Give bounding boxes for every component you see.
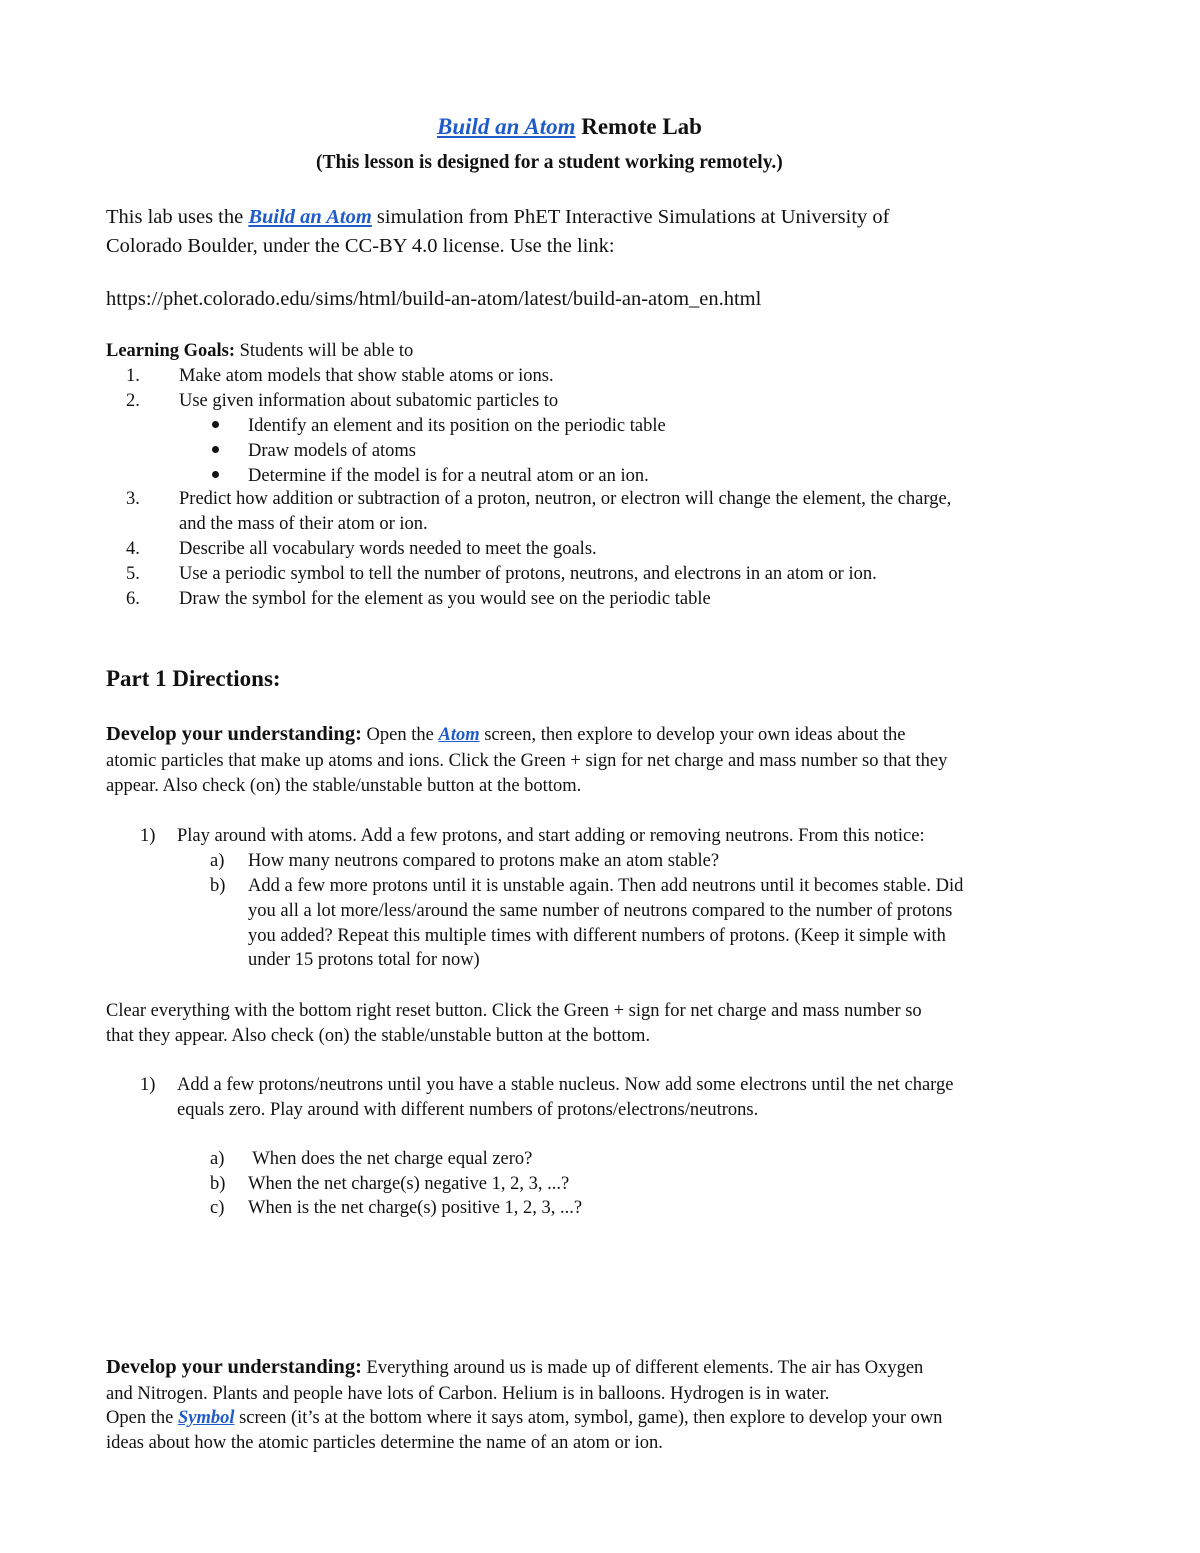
question-2c bbox=[210, 1199, 582, 1218]
title-text: Remote Lab bbox=[575, 114, 702, 139]
question-1 bbox=[140, 827, 925, 846]
goal-item-3 bbox=[126, 490, 951, 509]
goal-number: 5. bbox=[126, 564, 140, 584]
learning-goals-heading bbox=[106, 342, 413, 361]
dev1-line-2: atomic particles that make up atoms and ions. Click the Green + sign for net charge and mass number so that they bbox=[106, 751, 948, 771]
doc-subtitle: (This lesson is designed for a student working remotely.) bbox=[316, 152, 783, 173]
build-an-atom-intro-link[interactable]: Build an Atom bbox=[248, 206, 372, 228]
goal-item-1 bbox=[126, 367, 554, 386]
bullet-text: Identify an element and its position on the periodic table bbox=[248, 416, 666, 436]
bullet-text: Draw models of atoms bbox=[248, 441, 417, 461]
question-number: 1) bbox=[140, 1075, 156, 1095]
dev2-line-4: ideas about how the atomic particles determine the name of an atom or ion. bbox=[106, 1433, 663, 1453]
goal-text: Describe all vocabulary words needed to meet the goals. bbox=[179, 539, 597, 559]
dev2-line-3 bbox=[106, 1409, 942, 1428]
doc-title bbox=[437, 115, 702, 138]
question-text: When is the net charge(s) positive 1, 2, 3, ...? bbox=[248, 1198, 583, 1218]
clear-line-1: Clear everything with the bottom right reset button. Click the Green + sign for net charge and mass number so bbox=[106, 1001, 922, 1021]
learning-goals-label: Learning Goals: bbox=[106, 341, 235, 361]
question-text: When the net charge(s) negative 1, 2, 3, ...? bbox=[248, 1174, 570, 1194]
part1-heading: Part 1 Directions: bbox=[106, 666, 281, 691]
question-text: Add a few more protons until it is unstable again. Then add neutrons until it becomes stable. Did bbox=[248, 876, 964, 896]
symbol-screen-link[interactable]: Symbol bbox=[177, 1408, 235, 1428]
goal-number: 3. bbox=[126, 489, 140, 509]
goal-number: 6. bbox=[126, 589, 140, 609]
question-number: 1) bbox=[140, 826, 156, 846]
question-2 bbox=[140, 1076, 953, 1095]
goal-bullet-3 bbox=[212, 467, 649, 486]
intro-line-1 bbox=[106, 207, 890, 228]
question-1b-line-2: you all a lot more/less/around the same number of neutrons compared to the number of protons bbox=[248, 901, 953, 921]
goal-item-6 bbox=[126, 590, 711, 609]
question-text: How many neutrons compared to protons make an atom stable? bbox=[248, 851, 720, 871]
question-letter: a) bbox=[210, 851, 225, 871]
dev2-pre: Open the bbox=[106, 1408, 178, 1428]
goal-text: Make atom models that show stable atoms or ions. bbox=[179, 366, 554, 386]
goal-text: Use a periodic symbol to tell the number of protons, neutrons, and electrons in an atom or ion. bbox=[179, 564, 877, 584]
goal-bullet-1 bbox=[212, 417, 666, 436]
dev1-pre: Open the bbox=[361, 725, 439, 745]
question-2a bbox=[210, 1150, 532, 1169]
dev2-label: Develop your understanding: bbox=[106, 1356, 362, 1378]
dev2-line-2: and Nitrogen. Plants and people have lots of Carbon. Helium is in balloons. Hydrogen is in water. bbox=[106, 1384, 830, 1404]
simulation-url: https://phet.colorado.edu/sims/html/build-an-atom/latest/build-an-atom_en.html bbox=[106, 288, 762, 310]
dev2-line-1 bbox=[106, 1357, 923, 1378]
question-1b bbox=[210, 877, 963, 896]
bullet-text: Determine if the model is for a neutral atom or an ion. bbox=[248, 466, 649, 486]
dev2-post: screen (it’s at the bottom where it says atom, symbol, game), then explore to develop your own bbox=[234, 1408, 943, 1428]
question-letter: b) bbox=[210, 1174, 226, 1194]
build-an-atom-title-link[interactable]: Build an Atom bbox=[437, 114, 576, 139]
goal-text: Draw the symbol for the element as you would see on the periodic table bbox=[179, 589, 711, 609]
bullet-icon bbox=[212, 471, 219, 478]
goal-number: 4. bbox=[126, 539, 140, 559]
learning-goals-text: Students will be able to bbox=[235, 341, 414, 361]
goal-text: Use given information about subatomic particles to bbox=[179, 391, 559, 411]
goal-item-2 bbox=[126, 392, 558, 411]
question-1b-line-4: under 15 protons total for now) bbox=[248, 950, 480, 970]
question-2-line-2: equals zero. Play around with different numbers of protons/electrons/neutrons. bbox=[177, 1100, 759, 1120]
question-text: Add a few protons/neutrons until you have a stable nucleus. Now add some electrons until the net charge bbox=[177, 1075, 954, 1095]
goal-item-4 bbox=[126, 540, 597, 559]
question-letter: c) bbox=[210, 1198, 225, 1218]
goal-bullet-2 bbox=[212, 442, 416, 461]
atom-screen-link[interactable]: Atom bbox=[438, 725, 480, 745]
intro-line-2: Colorado Boulder, under the CC-BY 4.0 license. Use the link: bbox=[106, 235, 615, 257]
goal-number: 2. bbox=[126, 391, 140, 411]
question-1a bbox=[210, 852, 719, 871]
question-text: When does the net charge equal zero? bbox=[248, 1149, 533, 1169]
bullet-icon bbox=[212, 446, 219, 453]
dev2-text: Everything around us is made up of different elements. The air has Oxygen bbox=[361, 1358, 924, 1378]
goal-text: and the mass of their atom or ion. bbox=[179, 514, 428, 534]
dev1-line-1 bbox=[106, 724, 906, 745]
intro-pre: This lab uses the bbox=[106, 206, 249, 228]
intro-post: simulation from PhET Interactive Simulations at University of bbox=[371, 206, 890, 228]
dev1-line-3: appear. Also check (on) the stable/unstable button at the bottom. bbox=[106, 776, 582, 796]
question-letter: a) bbox=[210, 1149, 225, 1169]
goal-item-5 bbox=[126, 565, 877, 584]
bullet-icon bbox=[212, 421, 219, 428]
question-letter: b) bbox=[210, 876, 226, 896]
dev1-post: screen, then explore to develop your own ideas about the bbox=[479, 725, 906, 745]
clear-line-2: that they appear. Also check (on) the stable/unstable button at the bottom. bbox=[106, 1026, 651, 1046]
question-2b bbox=[210, 1175, 569, 1194]
dev1-label: Develop your understanding: bbox=[106, 723, 362, 745]
question-1b-line-3: you added? Repeat this multiple times with different numbers of protons. (Keep it simple with bbox=[248, 926, 946, 946]
goal-number: 1. bbox=[126, 366, 140, 386]
goal-item-3-cont bbox=[126, 515, 428, 534]
goal-text: Predict how addition or subtraction of a proton, neutron, or electron will change the element, the charge, bbox=[179, 489, 952, 509]
question-text: Play around with atoms. Add a few protons, and start adding or removing neutrons. From this notice: bbox=[177, 826, 925, 846]
